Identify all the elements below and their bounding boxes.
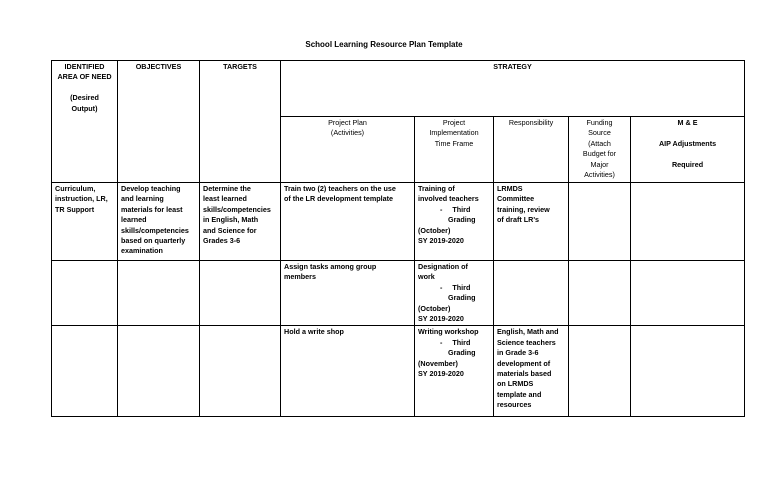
cell-area xyxy=(52,261,118,326)
cell-targets xyxy=(200,261,281,326)
header-funding-source: Funding Source (Attach Budget for Major Activities) xyxy=(569,117,631,183)
header-objectives: OBJECTIVES xyxy=(118,61,200,183)
cell-responsibility xyxy=(494,261,569,326)
cell-activity: Train two (2) teachers on the use of the LR development template xyxy=(281,183,415,261)
header-strategy: STRATEGY xyxy=(281,61,745,117)
resource-plan-table xyxy=(51,60,745,417)
table-row xyxy=(52,326,745,417)
header-m-and-e: M & E AIP Adjustments Required xyxy=(631,117,745,183)
cell-time-frame: Designation of work - Third Grading (October) SY 2019-2020 xyxy=(415,261,494,326)
cell-activity: Hold a write shop xyxy=(281,326,415,417)
table-row xyxy=(52,261,745,326)
cell-objectives: Develop teaching and learning materials for least learned skills/competencies based on quarterly examination xyxy=(118,183,200,261)
cell-targets: Determine the least learned skills/competencies in English, Math and Science for Grades 3-6 xyxy=(200,183,281,261)
cell-time-frame: Training of involved teachers - Third Grading (October) SY 2019-2020 xyxy=(415,183,494,261)
document-title: School Learning Resource Plan Template xyxy=(305,40,463,49)
cell-targets xyxy=(200,326,281,417)
header-responsibility: Responsibility xyxy=(494,117,569,183)
header-project-plan: Project Plan (Activities) xyxy=(281,117,415,183)
cell-objectives xyxy=(118,261,200,326)
cell-time-frame: Writing workshop - Third Grading (November) SY 2019-2020 xyxy=(415,326,494,417)
cell-responsibility: English, Math and Science teachers in Grade 3-6 development of materials based on LRMDS template and resources xyxy=(494,326,569,417)
cell-funding xyxy=(569,261,631,326)
cell-m-and-e xyxy=(631,326,745,417)
cell-funding xyxy=(569,183,631,261)
cell-m-and-e xyxy=(631,183,745,261)
header-area-of-need: IDENTIFIED AREA OF NEED (Desired Output) xyxy=(52,61,118,183)
cell-area xyxy=(52,326,118,417)
cell-objectives xyxy=(118,326,200,417)
header-time-frame: Project Implementation Time Frame xyxy=(415,117,494,183)
cell-funding xyxy=(569,326,631,417)
header-targets: TARGETS xyxy=(200,61,281,183)
cell-activity: Assign tasks among group members xyxy=(281,261,415,326)
cell-m-and-e xyxy=(631,261,745,326)
table-row xyxy=(52,183,745,261)
cell-responsibility: LRMDS Committee training, review of draft LR's xyxy=(494,183,569,261)
cell-area: Curriculum, instruction, LR, TR Support xyxy=(52,183,118,261)
